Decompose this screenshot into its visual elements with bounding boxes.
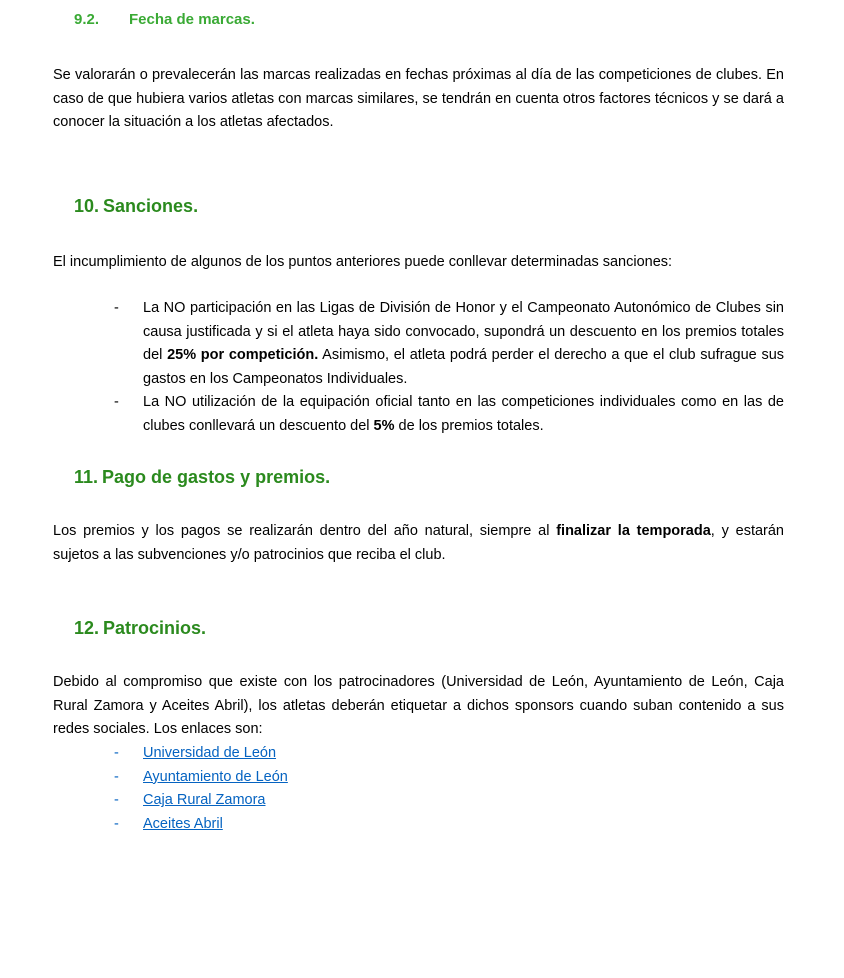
list-item-text: de los premios totales. xyxy=(394,417,544,434)
paragraph-patrocinios xyxy=(53,671,784,742)
section-heading-sanciones xyxy=(74,196,198,217)
paragraph-fecha-marcas xyxy=(53,64,784,135)
list-item xyxy=(114,789,288,813)
paragraph-sanciones-intro xyxy=(53,251,784,275)
dash-bullet: - xyxy=(114,394,119,411)
dash-bullet: - xyxy=(114,815,119,832)
dash-bullet: - xyxy=(114,768,119,785)
subsection-number: 9.2. xyxy=(74,11,100,28)
paragraph-text xyxy=(53,520,784,567)
link-aceites-abril[interactable]: Aceites Abril xyxy=(143,815,223,832)
list-item-text: Asimismo, el atleta podrá perder el derecho a que el club sufrague sus gastos en los Campeonatos Individuales. xyxy=(143,347,785,387)
paragraph-pago xyxy=(53,520,784,567)
bold-text: finalizar la temporada xyxy=(556,523,711,539)
text: Los premios y los pagos se realizarán dentro del año natural, siempre al xyxy=(53,523,557,539)
section-title: Sanciones. xyxy=(103,196,199,216)
text: , y estarán sujetos a las subvenciones y/o patrocinios que reciba el club. xyxy=(53,523,784,563)
list-item xyxy=(114,766,288,790)
list-item-text: La NO utilización de la equipación oficial tanto en las competiciones individuales como en las de clubes conllevará un descuento del xyxy=(143,394,784,434)
subsection-title: Fecha de marcas. xyxy=(129,11,255,28)
section-title: Pago de gastos y premios. xyxy=(102,467,331,487)
list-item-bold: 25% por competición. xyxy=(167,347,319,364)
section-number: 10. xyxy=(74,196,100,216)
link-caja-rural-zamora[interactable]: Caja Rural Zamora xyxy=(143,792,266,809)
dash-bullet: - xyxy=(114,792,119,809)
paragraph-text: El incumplimiento de algunos de los puntos anteriores puede conllevar determinadas sanciones: xyxy=(53,254,673,270)
paragraph-text: Se valorarán o prevalecerán las marcas realizadas en fechas próximas al día de las competiciones de clubes. En caso de que hubiera varios atletas con marcas similares, se tendrán en cuenta otros factores técnicos y se dará a conocer la situación a los atletas afectados. xyxy=(53,67,784,131)
section-heading-patrocinios xyxy=(74,618,206,639)
link-universidad-leon[interactable]: Universidad de León xyxy=(143,745,277,761)
list-item-bold: 5% xyxy=(373,417,395,434)
section-number: 11. xyxy=(74,467,99,487)
section-title: Patrocinios. xyxy=(103,618,207,638)
section-number: 12. xyxy=(74,618,100,638)
section-heading-pago xyxy=(74,467,330,488)
sponsor-links-list xyxy=(114,742,288,836)
list-item xyxy=(114,297,784,391)
paragraph-text: Debido al compromiso que existe con los patrocinadores (Universidad de León, Ayuntamiento de León, Caja Rural Zamora y Aceites Abril), los atletas deberán etiquetar a dichos sponsors cuando suban contenido a sus redes sociales. Los enlaces son: xyxy=(53,674,784,738)
link-ayuntamiento-leon[interactable]: Ayuntamiento de León xyxy=(143,768,288,785)
list-item xyxy=(114,813,288,837)
sanciones-list xyxy=(114,297,784,439)
list-item xyxy=(114,742,288,766)
list-item-text: La NO participación en las Ligas de División de Honor y el Campeonato Autonómico de Clubes sin causa justificada y si el atleta haya sido convocado, supondrá un descuento en los premios totales del xyxy=(143,300,784,364)
dash-bullet: - xyxy=(114,745,119,761)
dash-bullet: - xyxy=(114,300,119,316)
list-item xyxy=(114,391,784,438)
subsection-heading-9-2 xyxy=(74,11,255,28)
